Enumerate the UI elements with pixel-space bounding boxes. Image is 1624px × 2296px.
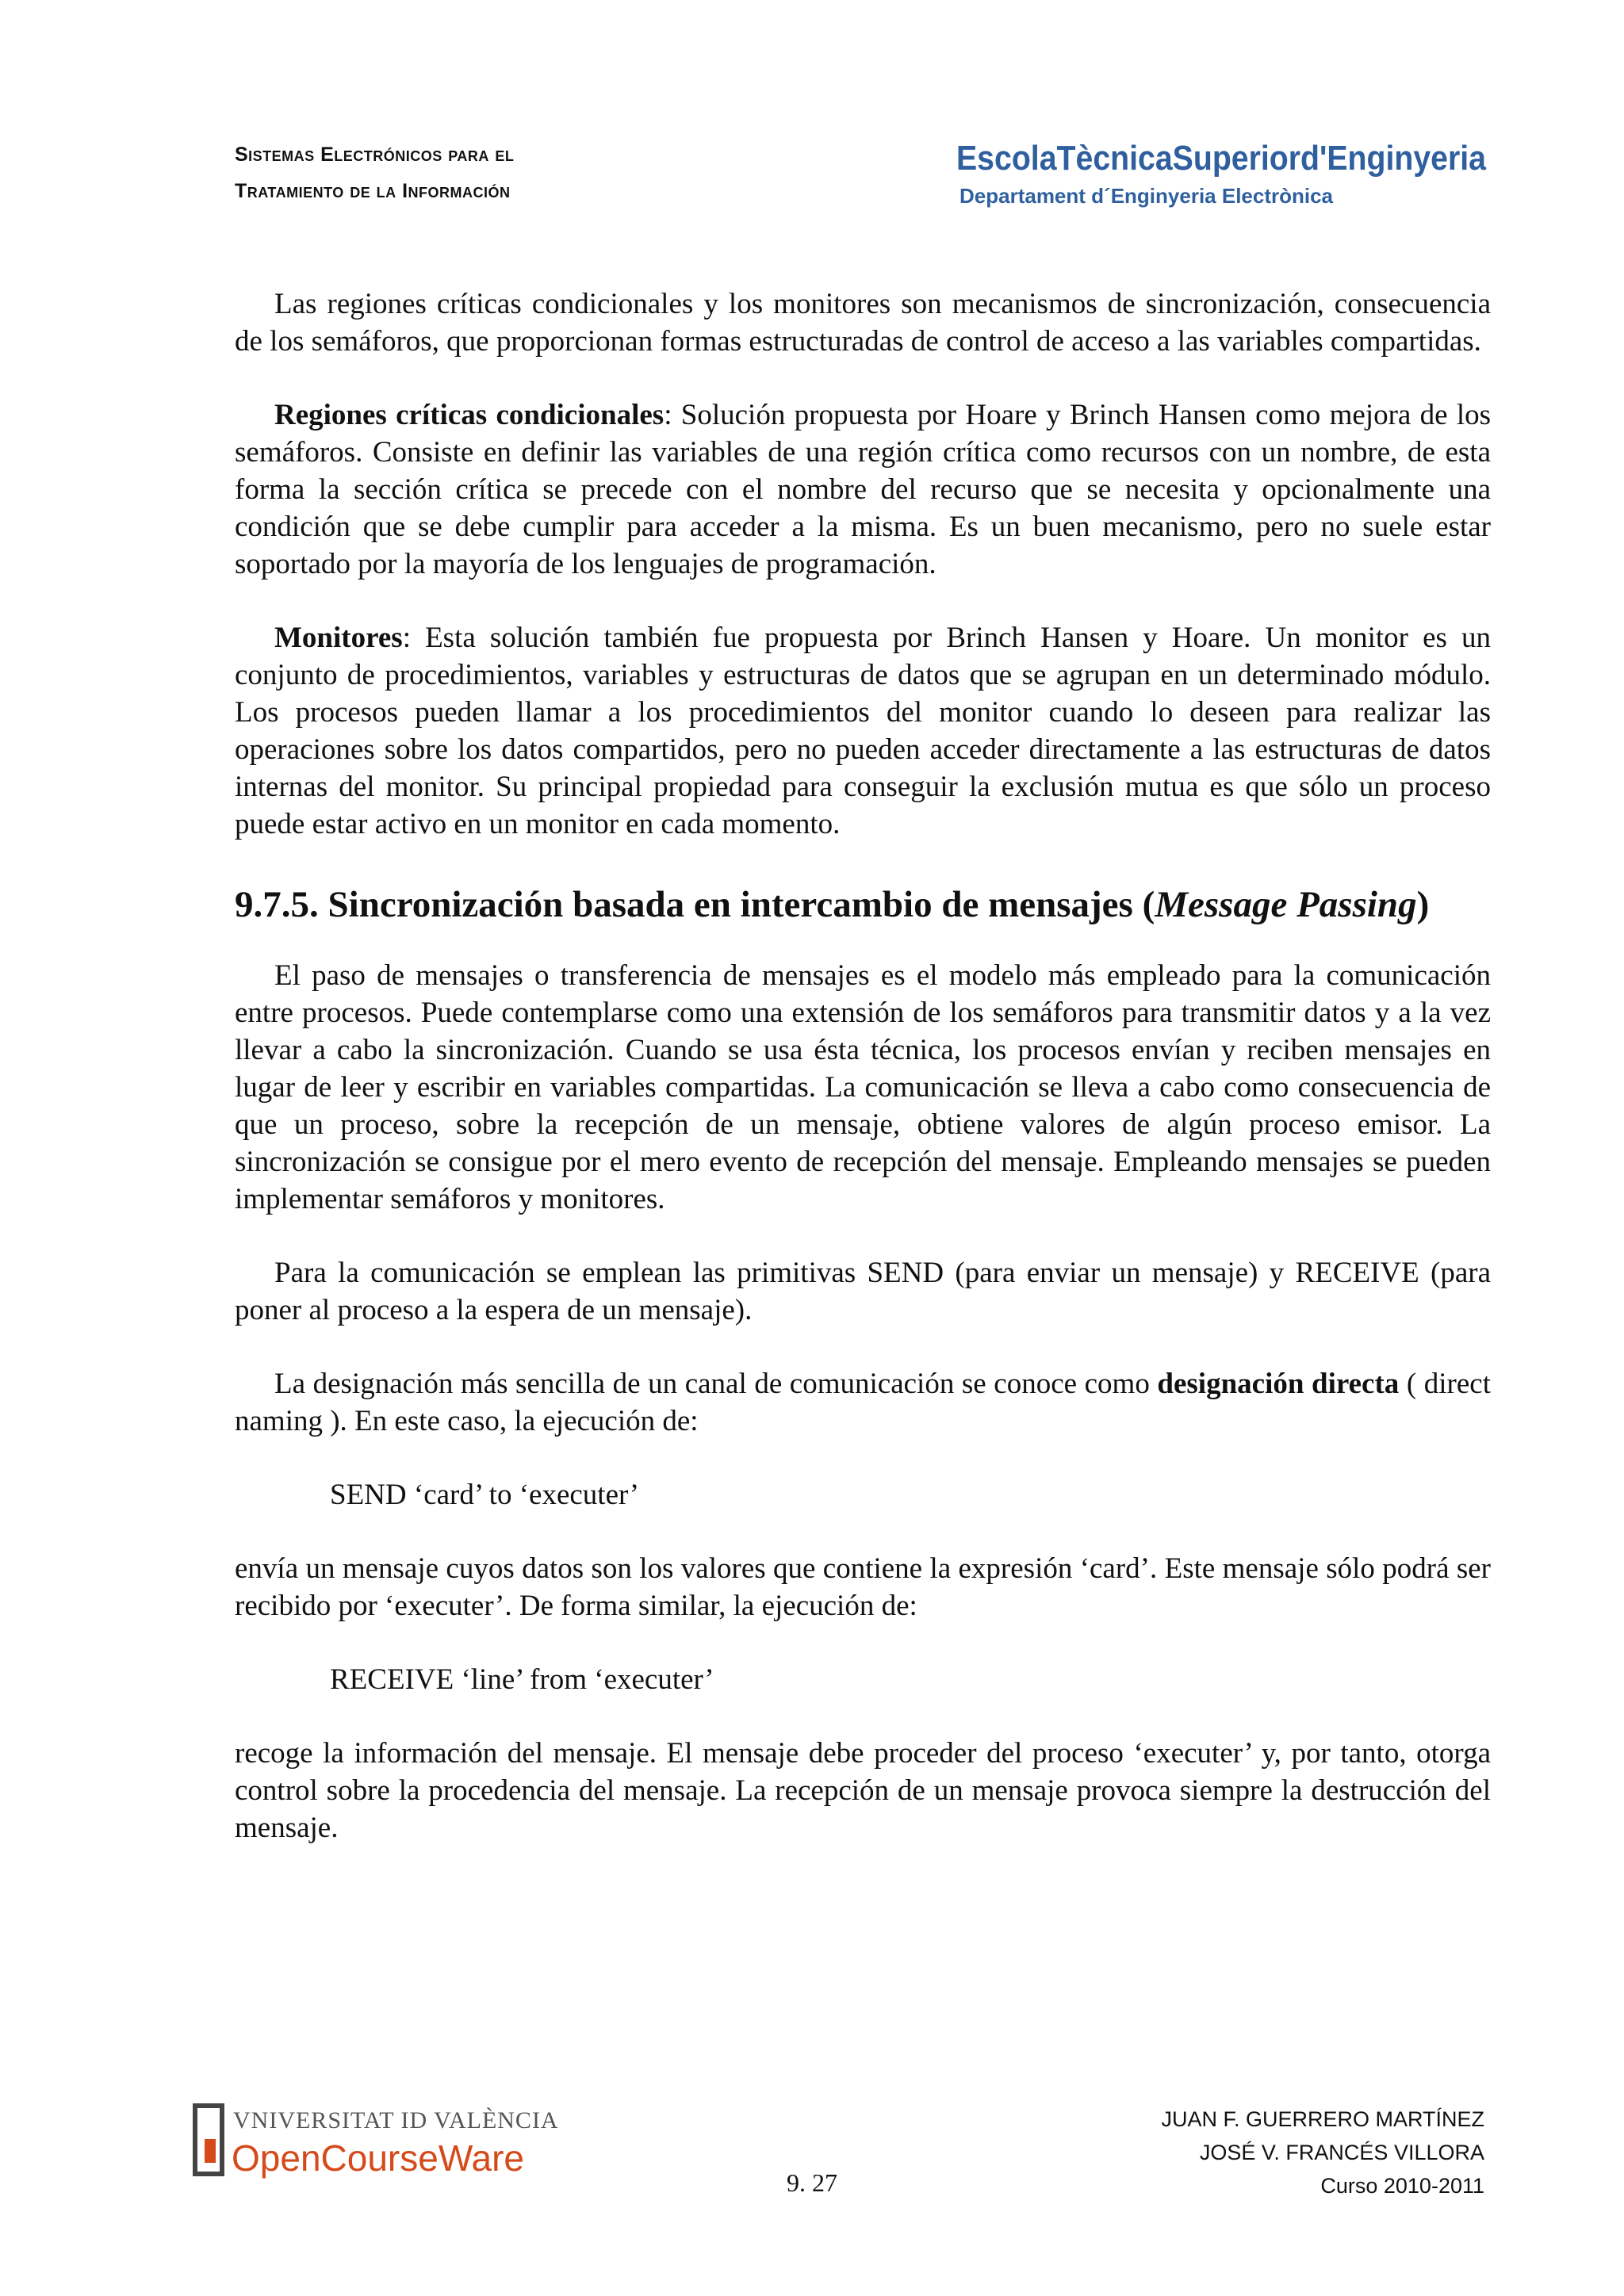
code-receive: RECEIVE ‘line’ from ‘executer’ (330, 1663, 714, 1696)
paragraph-monitores-text: : Esta solución también fue propuesta por Brinch Hansen y Hoare. Un monitor es un conjunto de procedimientos, variables y estructuras de datos que se agrupan en un determinado módulo. Los procesos pueden llamar a los procedimientos del monitor cuando lo deseen para realizar las operaciones sobre los datos compartidos, pero no pueden acceder directamente a las estructuras de datos internas del monitor. Su principal propiedad para conseguir la exclusión mutua es que sólo un proceso puede estar activo en un monitor en cada momento. (235, 622, 1491, 840)
author-2: JOSÉ V. FRANCÉS VILLORA (1199, 2141, 1484, 2164)
ocw-name: OpenCourseWare (232, 2137, 525, 2179)
course-title-line2: Tratamiento de la Información (235, 180, 511, 202)
authors-block (1161, 2103, 1484, 2202)
author-1: JUAN F. GUERRERO MARTÍNEZ (1161, 2107, 1484, 2131)
paragraph-send-explanation: envía un mensaje cuyos datos son los valores que contiene la expresión ‘card’. Este mensaje sólo podrá ser recibido por ‘executer’. De forma similar, la ejecución de: (235, 1552, 1491, 1622)
course-title-line1: Sistemas Electrónicos para el (235, 144, 515, 166)
ocw-mark-icon (195, 2106, 222, 2174)
university-name: VNIVERSITAT ID VALÈNCIA (233, 2107, 559, 2133)
paragraph-primitives: Para la comunicación se emplean las primitivas SEND (para enviar un mensaje) y RECEIVE (para poner al proceso a la espera de un mensaje). (235, 1257, 1491, 1326)
paragraph-direct-naming-text: La designación más sencilla de un canal de comunicación se conoce como (274, 1368, 1158, 1400)
code-send: SEND ‘card’ to ‘executer’ (330, 1479, 640, 1511)
term-regiones-criticas: Regiones críticas condicionales (274, 399, 665, 431)
section-heading-italic: Message Passing (1155, 884, 1417, 925)
document-body (235, 285, 1491, 1883)
etse-school-name: EscolaTècnicaSuperiord'Enginyeria (956, 139, 1487, 178)
section-heading-main: 9.7.5. Sincronización basada en intercambio de mensajes ( (235, 884, 1155, 925)
paragraph-message-passing: El paso de mensajes o transferencia de mensajes es el modelo más empleado para la comunicación entre procesos. Puede contemplarse como una extensión de los semáforos para transmitir datos y a la vez llevar a cabo la sincronización. Cuando se usa ésta técnica, los procesos envían y reciben mensajes en lugar de leer y escribir en variables compartidas. La comunicación se lleva a cabo como consecuencia de que un proceso, sobre la recepción de un mensaje, obtiene valores de algún proceso emisor. La sincronización se consigue por el mero evento de recepción del mensaje. Empleando mensajes se pueden implementar semáforos y monitores. (235, 959, 1491, 1215)
course-title (235, 136, 514, 209)
paragraph-intro: Las regiones críticas condicionales y los monitores son mecanismos de sincronización, consecuencia de los semáforos, que proporcionan formas estructuradas de control de acceso a las variables compartidas. (235, 288, 1491, 358)
paragraph-receive-explanation: recoge la información del mensaje. El mensaje debe proceder del proceso ‘executer’ y, por tanto, otorga control sobre la procedencia del mensaje. La recepción de un mensaje provoca siempre la destrucción del mensaje. (235, 1737, 1491, 1844)
section-heading (235, 882, 1491, 927)
paragraph-direct-naming-text2: ( direct naming ). En este caso, la ejecución de: (235, 1368, 1491, 1437)
term-monitores: Monitores (274, 622, 403, 654)
term-designacion-directa: designación directa (1157, 1368, 1400, 1400)
paragraph-regiones-criticas (235, 396, 1491, 583)
paragraph-direct-naming (235, 1365, 1491, 1440)
etse-logo (956, 130, 1488, 209)
course-year: Curso 2010-2011 (1320, 2174, 1484, 2198)
page-number: 9. 27 (787, 2168, 837, 2197)
paragraph-monitores (235, 619, 1491, 843)
section-heading-close: ) (1416, 884, 1430, 925)
paragraph-regiones-criticas-text: : Solución propuesta por Hoare y Brinch Hansen como mejora de los semáforos. Consiste en definir las variables de una región crítica como recursos con un nombre, de esta forma la sección crítica se precede con el nombre del recurso que se necesita y opcionalmente una condición que se debe cumplir para acceder a la misma. Es un buen mecanismo, pero no suele estar soportado por la mayoría de los lenguajes de programación. (235, 399, 1492, 580)
etse-department: Departament d´Enginyeria Electrònica (959, 184, 1334, 208)
